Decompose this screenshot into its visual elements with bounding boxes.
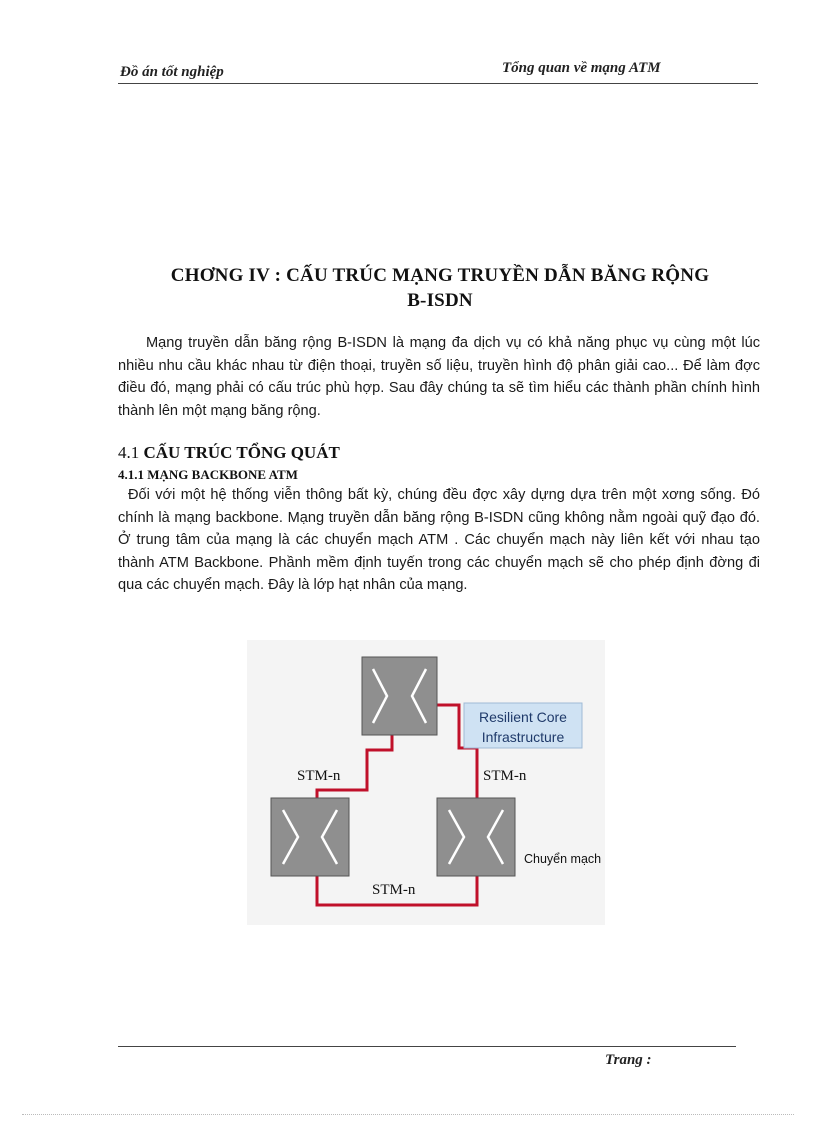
box-line2: Infrastructure [481,729,565,745]
chapter-title-line1: CHƠNG IV : CẤU TRÚC MẠNG TRUYỀN DẪN BĂNG RỘNG [170,265,710,286]
header-left: Đồ án tốt nghiệp [120,64,224,80]
chapter-title-line2: B-ISDN [407,290,473,311]
backbone-diagram [247,640,627,930]
section-heading [118,443,340,463]
footer-rule [118,1046,736,1047]
header-right: Tổng quan về mạng ATM [502,60,661,76]
switch-left [271,798,349,876]
switch-top [362,657,437,735]
switch-label: Chuyển mạch [524,852,602,866]
link-left-label: STM-n [297,768,341,784]
link-right-label: STM-n [483,768,527,784]
bottom-dotted-border [22,1114,794,1115]
section-title: CẤU TRÚC TỔNG QUÁT [143,443,340,462]
subsection-heading: 4.1.1 MẠNG BACKBONE ATM [118,467,298,482]
page-label: Trang : [605,1052,652,1068]
switch-right [437,798,515,876]
intro-paragraph: Mạng truyền dẫn băng rộng B-ISDN là mạng đa dịch vụ có khả năng phục vụ cùng một lúc nhiều nhu cầu khác nhau từ điện thoại, truyền số liệu, truyền hình độ phân giải cao... Để làm đợc điều đó, mạng phải có cấu trúc phù hợp. Sau đây chúng ta sẽ tìm hiểu các thành phần chính hình thành lên một mạng băng rộng. [118,335,760,419]
section-number: 4.1 [118,443,140,462]
link-bottom-label: STM-n [372,882,416,898]
box-line1: Resilient Core [479,709,567,725]
body-paragraph: Đối với một hệ thống viễn thông bất kỳ, chúng đều đợc xây dựng dựa trên một xơng sống. Đó chính là mạng backbone. Mạng truyền dẫn băng rộng B-ISDN cũng không nằm ngoài quỹ đạo đó. Ở trung tâm của mạng là các chuyển mạch ATM . Các chuyển mạch này liên kết với nhau tạo thành ATM Backbone. Phầnh mềm định tuyến trong các chuyển mạch sẽ cho phép định đờng đi qua các chuyển mạch. Đây là lớp hạt nhân của mạng. [118,487,760,593]
header-rule [118,83,758,84]
